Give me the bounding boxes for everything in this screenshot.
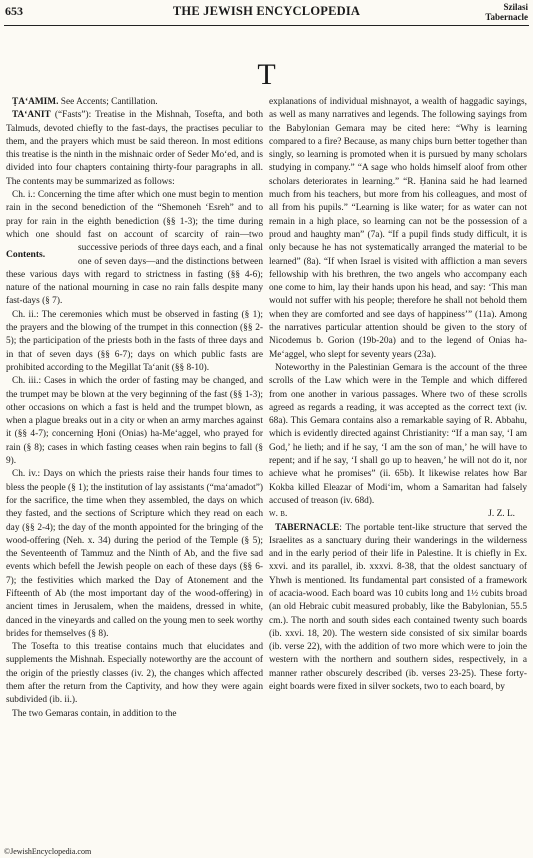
- entry-taamim: [6, 96, 263, 109]
- continued-paragraph: explanations of individual mishnayot, a wealth of haggadic sayings, as well as many narratives and legends. The following sayings from the Babylonian Gemara may be cited here: “Why is learning compared to a fire? Because, as many chips burn better together than singly, so learning is promoted when it is pursued by many scholars studying in company.” “A sage who holds himself aloof from other scholars deteriorates in learning.” “R. Ḥanina said he had learned much from his teachers, but more from his colleagues, and most of all from his pupils.” “Learning is like water; for as water can not remain in a high place, so learning can not be the possession of a proud and haughty man” (7a). “If a pupil finds study difficult, it is only because he has not systematically arranged the material to be learned” (8a). “If when Israel is visited with affliction a man severs fellowship with his brethren, the two angels who accompany each one come to him, lay their hands upon his head, and say: ‘This man would not suffer with his people; therefore he shall not behold them when they are comforted and see days of happiness’” (11a). Among the narratives particular attention should be given to the story of Nicodemus b. Gorion (19b-20a) and to the legend of Onias ha-Me‘aggel, who slept for seventy years (23a).: [269, 97, 527, 360]
- tosefta-paragraph: The Tosefta to this treatise contains much that elucidates and supplements the Mishnah. Especially noteworthy are the account of the origin of the priestly classes (iv. 2), the changes which affected them after the return from the Captivity, and how they were again subdivided (ib. ii.).: [6, 642, 263, 706]
- palestinian-gemara-paragraph: Noteworthy in the Palestinian Gemara is the account of the three scrolls of the Law which were in the Temple and which differed from one another in various passages. Where two of these scrolls agreed as regards a reading, it was accepted as the correct text (iv. 68a). This Gemara contains also a remarkable saying of R. Abbahu, which is evidently directed against Christianity: “If a man say, ‘I am God,’ he lieth; and if he say, ‘I am the son of man,’ he will have to repent; and if he say, ‘I shall go up to heaven,’ he will not do it, nor achieve what he promises” (ii. 65b). It likewise relates how Bar Kokba killed Eleazar of Modi‘im, whom a Samaritan had falsely accused of treason (iv. 68d).: [269, 362, 527, 506]
- left-column: [6, 96, 263, 842]
- running-head-first: Szilasi: [503, 2, 528, 12]
- chapter-3: Ch. iii.: Cases in which the order of fasting may be changed, and the trumpet may be blown at the very beginning of the fast (§§ 1-3); other occasions on which a fast is held and the trumpet blown, as when a plague breaks out in a city or when an army marches against it (§§ 4-7); concerning Ḥoni (Onias) ha-Me‘aggel, who prayed for rain (§ 8); cases in which fasting ceases when rain begins to fall (§ 9).: [6, 376, 263, 467]
- entry-text-tabernacle: : The portable tent-like structure that served the Israelites as a sanctuary during their wanderings in the wilderness and in the early period of their life in Palestine. It is chiefly in Ex. xxvi. and its parallel, ib. xxxvi. 8-38, that the oldest sanctuary of Yhwh is mentioned. Its fundamental part consisted of a framework of acacia-wood. Each board was 10 cubits long and 1½ cubits broad (an old Hebraic cubit measured probably, like the Babylonian, 55.5 cm.). The north and south sides each contained twenty such boards (ib. xxvi. 18, 20). The western side consisted of six similar boards (ib. verse 22), with the addition of two more which were to join the western with the northern and southern sides, respectively, in a manner rather obscurely described (ib. verses 23-25). These forty-eight boards were fixed in silver sockets, two to each board, by: [269, 522, 527, 693]
- entry-head-taamim: ṬA‘AMIM.: [12, 97, 59, 107]
- site-footer: ©JewishEncyclopedia.com: [4, 847, 92, 856]
- entry-tabernacle: [269, 522, 527, 695]
- author-signatures: [269, 508, 527, 521]
- entry-text-taanit: (“Fasts”): Treatise in the Mishnah, Tosefta, and both Talmuds, devoted chiefly to the fast-days, the practises peculiar to them, and the prayers which must be said thereon. In most editions this treatise is the ninth in the mishnaic order of Seder Mo‘ed, and is divided into four chapters containing thirty-four paragraphs in all. The contents may be summarized as follows:: [6, 110, 263, 187]
- chapter-1: [6, 189, 263, 309]
- entry-head-taanit: TA‘ANIT: [12, 110, 51, 121]
- signature-wb: w. b.: [269, 509, 288, 520]
- running-head-last: Tabernacle: [485, 12, 528, 22]
- publication-title: THE JEWISH ENCYCLOPEDIA: [172, 4, 361, 18]
- chapter-1-text: Ch. i.: Concerning the time after which one must begin to mention rain in the second benediction of the “Shemoneh ‘Esreh” and to pray for rain in the eighth benediction (§§ 1-3); the time during which one should fast on account of scarcity of rain—two successive periods of three days each, and a final: [6, 190, 263, 254]
- right-column: [269, 96, 527, 842]
- page-number: 653: [5, 4, 23, 18]
- header-rule: [4, 25, 529, 26]
- entry-text-taamim: See Accents; Cantillation.: [58, 97, 158, 107]
- chapter-2: Ch. ii.: The ceremonies which must be observed in fasting (§ 1); the prayers and the blowing of the trumpet in this connection (§§ 2-5); the participation of the priests both in the fasts of three days and in that of seven days (§§ 6-7); days on which public fasts are prohibited according to the Megillat Ta‘anit (§§ 8-10).: [6, 309, 263, 373]
- signature-jzl: J. Z. L.: [488, 509, 515, 520]
- chapter-4: Ch. iv.: Days on which the priests raise their hands four times to bless the people (§ 1); the institution of lay assistants (“ma‘amadot”) for the sacrifice, the time when they assembled, the days on which they fasted, and the sections of Scripture which they read on each day (§§ 2-4); the day of the month appointed for the bringing of the wood-offering (Neh. x. 34) during the period of the Temple (§ 5); the Seventeenth of Tammuz and the Ninth of Ab, and the five sad events which befell the Jewish people on each of these days (§§ 6-7); the festivities which marked the Day of Atonement and the Fifteenth of Ab (the most important day of the wood-offering) in ancient times in Jerusalem, when the maidens, dressed in white, danced in the vineyards and called on the young men to seek worthy brides for themselves (§ 8).: [6, 469, 263, 639]
- entry-head-tabernacle: TABERNACLE: [275, 522, 340, 533]
- contents-sidenote: Contents.: [6, 249, 46, 261]
- chapter-1-text-rest: one of seven days—and the distinctions between these various days with regard to strictness in fasting (§§ 4-6); nature of the national mourning in case no rain falls despite many fast-days (§ 7).: [6, 256, 263, 307]
- section-letter: T: [257, 58, 276, 91]
- page-header: [5, 2, 528, 26]
- entry-taanit: [6, 109, 263, 189]
- gemaras-paragraph: The two Gemaras contain, in addition to the: [12, 708, 177, 719]
- running-head: [448, 2, 528, 22]
